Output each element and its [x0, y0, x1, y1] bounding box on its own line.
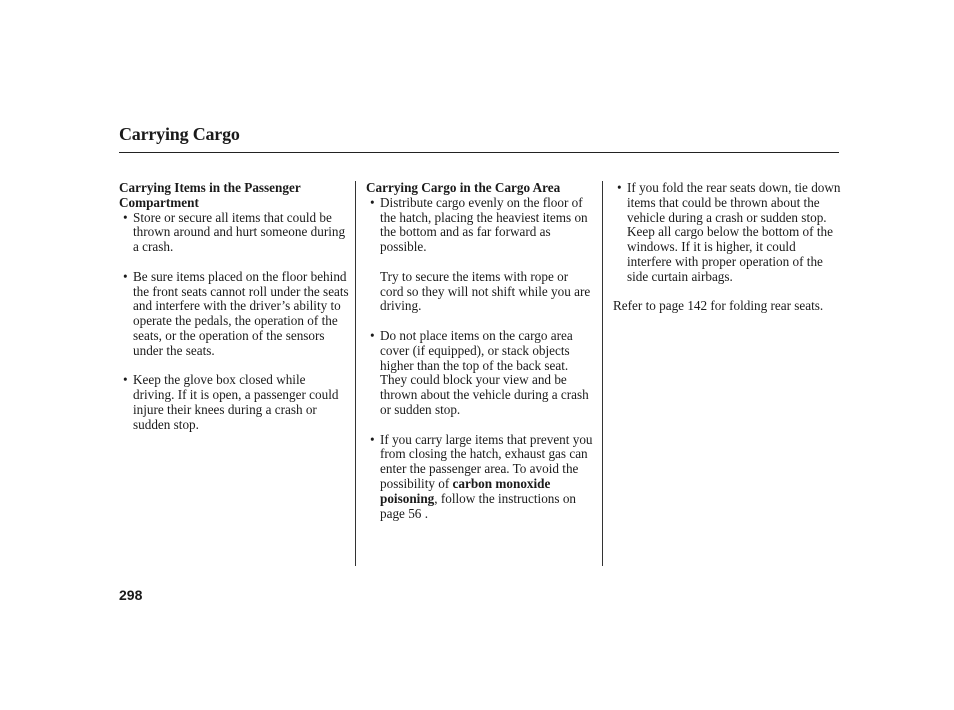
list-item-text: Do not place items on the cargo area cover (if equipped), or stack objects higher than the top of the back seat. They could block your view and be thrown about the vehicle during a crash or sudden stop.: [380, 327, 589, 417]
list-item-text: Keep the glove box closed while driving. If it is open, a passenger could injure their knees during a crash or sudden stop.: [133, 372, 339, 432]
list-item-text: If you fold the rear seats down, tie down items that could be thrown about the vehicle during a crash or sudden stop. Keep all cargo below the bottom of the windows. If it is higher, it could interfere with proper operation of the side curtain airbags.: [627, 180, 841, 284]
list-item-text: Distribute cargo evenly on the floor of the hatch, placing the heaviest items on the bottom and as far forward as possible.: [380, 194, 588, 255]
list-item: [613, 181, 841, 285]
bullet-icon: •: [370, 431, 375, 447]
folding-seats-note: Refer to page 142 for folding rear seats.: [613, 298, 824, 314]
list-item-followup: Try to secure the items with rope or cord so they will not shift while you are driving.: [380, 268, 591, 314]
bullet-icon: •: [123, 209, 128, 225]
list-item: [119, 270, 349, 359]
bullet-icon: •: [123, 268, 128, 284]
list-item-text: Be sure items placed on the floor behind the front seats cannot roll under the seats and interfere with the driver’s ability to operate the pedals, the operation of the seats, or the operation of the sensors under the seats.: [133, 268, 349, 358]
section-heading-passenger: Carrying Items in the Passenger Compartment: [119, 180, 301, 210]
list-item-text: Store or secure all items that could be thrown around and hurt someone during a crash.: [133, 209, 346, 255]
list-item: [119, 373, 349, 432]
list-item-text: , follow the instructions on page: [380, 490, 577, 521]
column-cargo-area: [366, 181, 594, 521]
column-rear-seats: [613, 181, 841, 314]
list-item: [366, 433, 594, 522]
bullet-icon: •: [370, 194, 375, 210]
list-item: [366, 329, 594, 418]
page-title: Carrying Cargo: [119, 124, 240, 144]
bullet-icon: •: [370, 327, 375, 343]
page-number: 298: [119, 587, 143, 603]
list-item-text: If you carry large items that prevent you from closing the hatch, exhaust gas can enter the passenger area. To avoid the possibility of: [380, 431, 593, 491]
bullet-icon: •: [617, 180, 622, 195]
warning-term: carbon monoxide poisoning: [380, 475, 551, 506]
section-heading-cargo-area: Carrying Cargo in the Cargo Area: [366, 180, 561, 195]
list-item: [119, 211, 349, 255]
title-rule: [119, 152, 839, 153]
page-reference-link[interactable]: 56: [408, 505, 422, 521]
list-item: [366, 196, 594, 255]
column-divider-1: [355, 181, 356, 566]
column-passenger-compartment: [119, 181, 349, 433]
bullet-icon: •: [123, 372, 128, 388]
list-item-text: .: [421, 505, 428, 521]
column-divider-2: [602, 181, 603, 566]
